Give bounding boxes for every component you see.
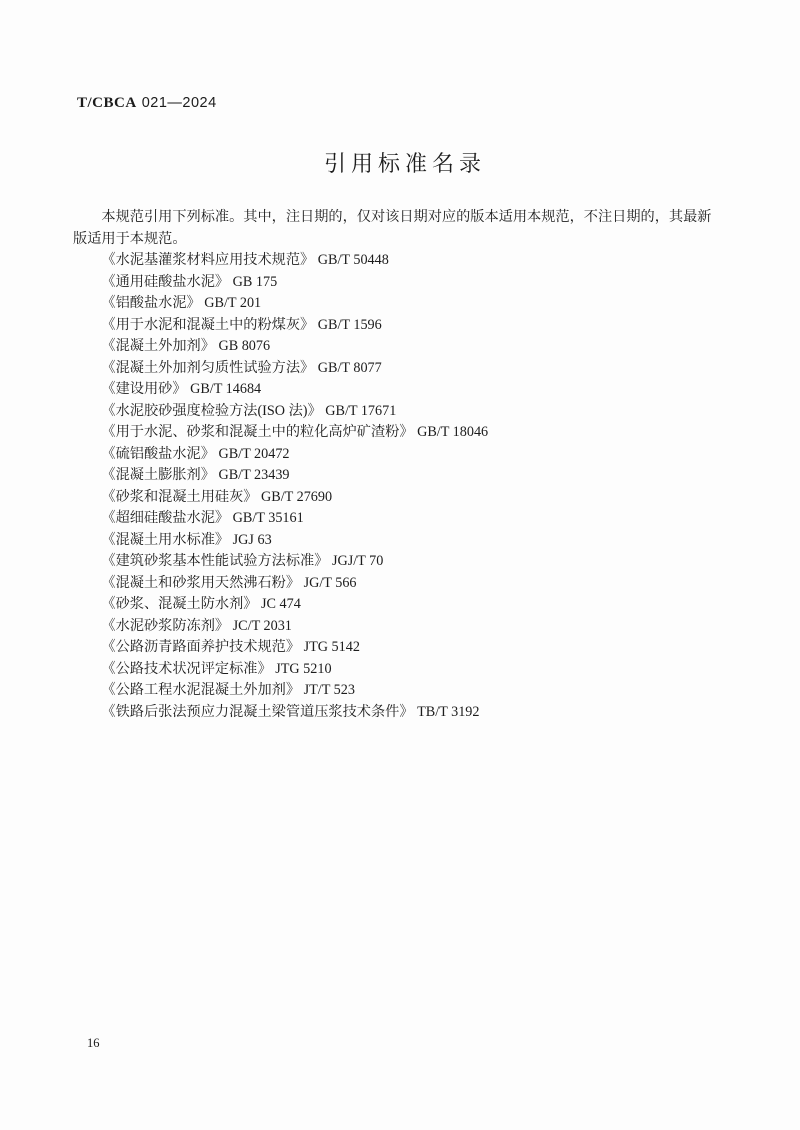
- standard-code: GB/T 23439: [218, 467, 290, 483]
- standard-item: [73, 508, 718, 530]
- standard-title: 《水泥胶砂强度检验方法(ISO 法)》: [101, 402, 322, 419]
- standard-code: JC/T 2031: [232, 617, 292, 634]
- standard-item: [73, 487, 718, 509]
- standard-code: GB/T 20472: [218, 445, 290, 462]
- standard-item: [73, 465, 718, 487]
- standard-title: 《公路技术状况评定标准》: [101, 660, 272, 677]
- standard-item: [73, 616, 718, 638]
- standard-title: 《通用硅酸盐水泥》: [101, 273, 230, 290]
- standard-item: [73, 680, 718, 702]
- standard-code: JGJ 63: [232, 531, 272, 548]
- page-number: 16: [87, 1036, 100, 1050]
- standard-title: 《公路沥青路面养护技术规范》: [101, 639, 301, 655]
- standard-item: [73, 272, 718, 294]
- standard-title: 《硫铝酸盐水泥》: [101, 445, 215, 462]
- standard-code: GB/T 18046: [417, 424, 489, 440]
- standard-code: GB/T 35161: [232, 510, 304, 526]
- page-title: 引用标准名录: [323, 151, 486, 176]
- standard-item: [73, 702, 718, 724]
- standard-title: 《公路工程水泥混凝土外加剂》: [101, 682, 301, 698]
- standard-code: TB/T 3192: [417, 703, 480, 720]
- standard-item: [73, 530, 718, 552]
- standard-code: GB/T 27690: [261, 488, 333, 505]
- standard-title: 《用于水泥、砂浆和混凝土中的粒化高炉矿渣粉》: [101, 424, 414, 440]
- standard-number: 021—2024: [141, 95, 217, 111]
- document-code: [77, 95, 217, 112]
- standard-item: [73, 250, 718, 272]
- standard-item: [73, 401, 718, 423]
- standard-title: 《混凝土用水标准》: [101, 531, 230, 548]
- standard-item: [73, 422, 718, 444]
- standard-title: 《建设用砂》: [101, 381, 187, 397]
- standard-code: JC 474: [261, 596, 301, 612]
- standard-item: [73, 336, 718, 358]
- standard-item: [73, 637, 718, 659]
- standards-list: [73, 250, 718, 723]
- standard-code: JTG 5142: [303, 639, 360, 655]
- standard-body-code: T/CBCA: [77, 95, 137, 111]
- standard-code: JGJ/T 70: [331, 553, 384, 569]
- standard-code: GB/T 50448: [317, 252, 389, 268]
- standard-title: 《混凝土膨胀剂》: [101, 467, 215, 483]
- standard-code: GB/T 8077: [317, 359, 382, 376]
- standard-title: 《砂浆和混凝土用硅灰》: [101, 488, 258, 505]
- standard-title: 《铁路后张法预应力混凝土梁管道压浆技术条件》: [101, 703, 414, 720]
- standard-item: [73, 444, 718, 466]
- standard-item: [73, 293, 718, 315]
- standard-title: 《砂浆、混凝土防水剂》: [101, 596, 258, 612]
- standard-item: [73, 573, 718, 595]
- intro-paragraph: 本规范引用下列标准。其中，注日期的，仅对该日期对应的版本适用本规范，不注日期的，其最新版适用于本规范。: [73, 209, 712, 247]
- standard-code: GB/T 201: [204, 295, 262, 311]
- standard-title: 《混凝土外加剂匀质性试验方法》: [101, 359, 315, 376]
- standard-code: JT/T 523: [303, 682, 355, 698]
- standard-item: [73, 594, 718, 616]
- standard-code: GB 175: [232, 273, 278, 290]
- standard-code: GB/T 14684: [190, 381, 262, 397]
- standard-title: 《水泥基灌浆材料应用技术规范》: [101, 252, 315, 268]
- standard-title: 《建筑砂浆基本性能试验方法标准》: [101, 553, 329, 569]
- standard-code: GB/T 1596: [317, 316, 382, 333]
- standard-code: JG/T 566: [303, 574, 357, 591]
- standard-code: JTG 5210: [275, 660, 332, 677]
- standard-item: [73, 551, 718, 573]
- standard-title: 《超细硅酸盐水泥》: [101, 510, 230, 526]
- standard-item: [73, 315, 718, 337]
- standard-item: [73, 659, 718, 681]
- standard-item: [73, 358, 718, 380]
- standard-title: 《铝酸盐水泥》: [101, 295, 201, 311]
- standard-code: GB/T 17671: [325, 402, 397, 419]
- document-body: [73, 207, 718, 723]
- standard-item: [73, 379, 718, 401]
- standard-title: 《混凝土和砂浆用天然沸石粉》: [101, 574, 301, 591]
- standard-title: 《混凝土外加剂》: [101, 338, 215, 354]
- standard-code: GB 8076: [218, 338, 271, 354]
- standard-title: 《用于水泥和混凝土中的粉煤灰》: [101, 316, 315, 333]
- standard-title: 《水泥砂浆防冻剂》: [101, 617, 230, 634]
